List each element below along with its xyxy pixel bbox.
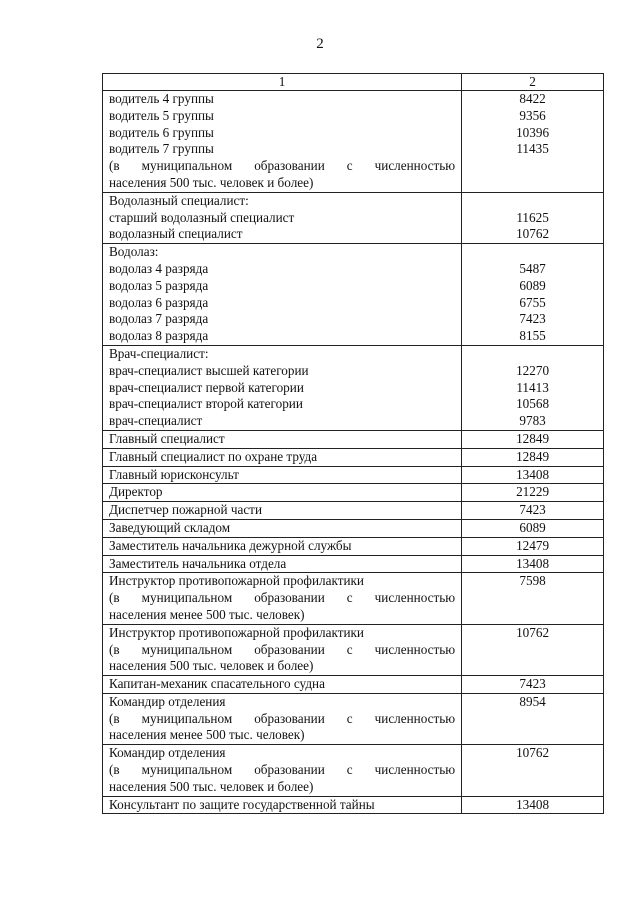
position-name-line: водолаз 4 разряда <box>109 260 209 276</box>
page-number: 2 <box>316 36 324 52</box>
table-row <box>103 519 604 537</box>
position-name-line: врач-специалист высшей категории <box>109 362 309 378</box>
salary-value-cell <box>462 466 604 484</box>
position-name-cell <box>103 502 462 520</box>
salary-value-cell <box>462 448 604 466</box>
table-row <box>103 537 604 555</box>
position-name-line: населения 500 тыс. человек и более) <box>109 174 314 190</box>
position-name-line: (в муниципальном образовании с численностью <box>109 158 456 174</box>
position-name-line: Командир отделения <box>109 745 226 761</box>
position-name-line: Главный специалист по охране труда <box>109 448 318 464</box>
salary-value: 12270 <box>516 362 550 378</box>
position-name-line: населения менее 500 тыс. человек) <box>109 606 305 622</box>
salary-value <box>468 193 597 210</box>
salary-value: 8155 <box>519 328 546 344</box>
position-name-cell <box>103 693 462 744</box>
position-name-cell <box>103 624 462 675</box>
table-header-row <box>103 74 604 91</box>
position-name-line: водолаз 7 разряда <box>109 311 209 327</box>
position-name-line: водитель 5 группы <box>109 107 214 123</box>
salary-value: 10396 <box>516 124 550 140</box>
table-row <box>103 745 604 796</box>
salary-value: 6089 <box>519 277 546 293</box>
position-name-line: старший водолазный специалист <box>109 209 295 225</box>
position-name-line: Главный специалист <box>109 430 225 446</box>
salary-value: 10568 <box>516 396 550 412</box>
position-name-cell <box>103 676 462 694</box>
salary-value: 7423 <box>519 502 546 518</box>
salary-value: 10762 <box>516 226 550 242</box>
salary-value: 11625 <box>516 209 549 225</box>
table-row <box>103 91 604 193</box>
position-name-cell <box>103 484 462 502</box>
salary-value: 10762 <box>516 624 550 640</box>
salary-value-cell <box>462 430 604 448</box>
salary-value-cell <box>462 693 604 744</box>
salary-value: 21229 <box>516 484 550 500</box>
salary-value-cell <box>462 484 604 502</box>
position-name-line: (в муниципальном образовании с численностью <box>109 641 456 657</box>
position-name-line: Врач-специалист: <box>109 345 209 361</box>
table-row <box>103 676 604 694</box>
salary-value-cell <box>462 192 604 243</box>
salary-value <box>468 642 597 659</box>
salary-value: 11413 <box>516 379 549 395</box>
salary-value-cell <box>462 537 604 555</box>
position-name-cell <box>103 537 462 555</box>
table-row <box>103 244 604 346</box>
position-name-line: Инструктор противопожарной профилактики <box>109 624 364 640</box>
position-name-line: (в муниципальном образовании с численностью <box>109 710 456 726</box>
salary-value: 13408 <box>516 796 550 812</box>
salary-value: 8422 <box>519 91 546 106</box>
salary-value: 10762 <box>516 745 550 761</box>
salary-value <box>468 346 597 363</box>
position-name-line: врач-специалист первой категории <box>109 379 304 395</box>
position-name-line: Водолаз: <box>109 244 159 260</box>
position-name-line: Консультант по защите государственной тайны <box>109 796 375 812</box>
position-name-cell <box>103 745 462 796</box>
position-name-cell <box>103 466 462 484</box>
salary-value <box>468 158 597 175</box>
salary-value <box>468 779 597 796</box>
salary-value-cell <box>462 573 604 624</box>
salary-value: 12849 <box>516 430 550 446</box>
position-name-line: Главный юрисконсульт <box>109 466 239 482</box>
table-row <box>103 345 604 430</box>
position-name-line: водолаз 5 разряда <box>109 277 209 293</box>
salary-value: 12479 <box>516 537 550 553</box>
salary-value <box>468 762 597 779</box>
salary-value: 9783 <box>519 413 546 429</box>
table-body <box>103 91 604 814</box>
salary-value-cell <box>462 345 604 430</box>
position-name-cell <box>103 430 462 448</box>
position-name-cell <box>103 345 462 430</box>
position-name-line: Директор <box>109 484 163 500</box>
position-name-line: Инструктор противопожарной профилактики <box>109 573 364 589</box>
salary-value <box>468 590 597 607</box>
position-name-line: водолазный специалист <box>109 226 243 242</box>
position-name-line: (в муниципальном образовании с численностью <box>109 762 456 778</box>
table-row <box>103 448 604 466</box>
position-name-line: (в муниципальном образовании с численностью <box>109 590 456 606</box>
salary-value: 9356 <box>519 107 546 123</box>
position-name-line: Заведующий складом <box>109 519 231 535</box>
salary-value-cell <box>462 745 604 796</box>
position-name-line: населения 500 тыс. человек и более) <box>109 778 314 794</box>
salary-value: 12849 <box>516 448 550 464</box>
salary-value: 7423 <box>519 311 546 327</box>
salary-value: 13408 <box>516 555 550 571</box>
position-name-line: Заместитель начальника отдела <box>109 555 287 571</box>
salary-value: 5487 <box>519 260 546 276</box>
position-name-line: врач-специалист второй категории <box>109 396 303 412</box>
position-name-line: Диспетчер пожарной части <box>109 502 263 518</box>
position-name-cell <box>103 796 462 814</box>
column-header-1: 1 <box>103 74 462 91</box>
position-name-cell <box>103 244 462 346</box>
position-name-line: водитель 6 группы <box>109 124 214 140</box>
position-name-line: населения менее 500 тыс. человек) <box>109 727 305 743</box>
salary-value-cell <box>462 555 604 573</box>
salary-value <box>468 175 597 192</box>
salary-value <box>468 727 597 744</box>
table-row <box>103 555 604 573</box>
salary-value: 6755 <box>519 294 546 310</box>
salary-value-cell <box>462 244 604 346</box>
table-row <box>103 573 604 624</box>
position-name-cell <box>103 573 462 624</box>
salary-value: 13408 <box>516 466 550 482</box>
table-row <box>103 466 604 484</box>
salary-value <box>468 244 597 261</box>
salary-value-cell <box>462 502 604 520</box>
salary-value: 11435 <box>516 141 549 157</box>
position-name-line: водолаз 6 разряда <box>109 294 209 310</box>
position-name-line: водитель 7 группы <box>109 141 214 157</box>
salary-value-cell <box>462 91 604 193</box>
table-row <box>103 624 604 675</box>
salary-value: 8954 <box>519 693 546 709</box>
table-row <box>103 693 604 744</box>
salary-value-cell <box>462 519 604 537</box>
position-name-line: водитель 4 группы <box>109 91 214 106</box>
salary-value <box>468 607 597 624</box>
position-name-line: Капитан-механик спасательного судна <box>109 676 325 692</box>
salary-value: 6089 <box>519 519 546 535</box>
position-name-cell <box>103 448 462 466</box>
position-name-cell <box>103 91 462 193</box>
table-row <box>103 502 604 520</box>
position-name-line: Командир отделения <box>109 693 226 709</box>
table-row <box>103 484 604 502</box>
salary-value <box>468 658 597 675</box>
column-header-2: 2 <box>462 74 604 91</box>
position-name-line: врач-специалист <box>109 413 203 429</box>
salary-value-cell <box>462 624 604 675</box>
position-name-line: Водолазный специалист: <box>109 192 249 208</box>
position-name-line: населения 500 тыс. человек и более) <box>109 658 314 674</box>
table-row <box>103 192 604 243</box>
salary-table <box>102 73 604 814</box>
table-row <box>103 796 604 814</box>
position-name-line: Заместитель начальника дежурной службы <box>109 537 352 553</box>
position-name-cell <box>103 555 462 573</box>
salary-value-cell <box>462 676 604 694</box>
salary-value: 7598 <box>519 573 546 589</box>
salary-value-cell <box>462 796 604 814</box>
salary-value: 7423 <box>519 676 546 692</box>
salary-value <box>468 711 597 728</box>
table-row <box>103 430 604 448</box>
position-name-cell <box>103 192 462 243</box>
position-name-line: водолаз 8 разряда <box>109 328 209 344</box>
position-name-cell <box>103 519 462 537</box>
